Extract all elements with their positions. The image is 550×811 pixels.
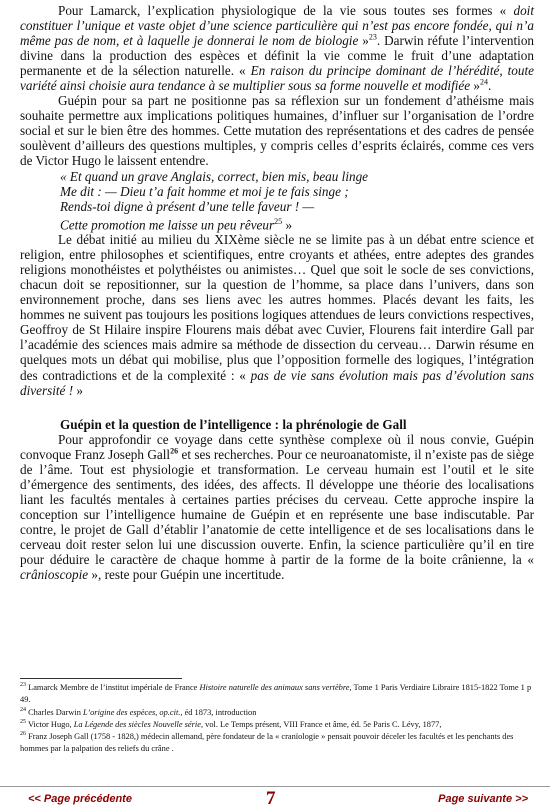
text: . xyxy=(488,78,492,94)
page-navigation-bar xyxy=(0,786,550,811)
text: Franz Joseph Gall (1758 - 1828,) médecin allemand, père fondateur de la « cranïologie » pensait pouvoir déceler les facultés et les penchants des hommes par la palpation des reliefs du crâne . xyxy=(20,731,514,754)
book-title: Histoire naturelle des animaux sans vertèbre, xyxy=(199,683,352,693)
next-page-link[interactable]: Page suivante >> xyxy=(438,793,528,805)
poem-victor-hugo xyxy=(20,169,534,233)
text: » xyxy=(358,33,369,49)
text: » xyxy=(282,217,293,233)
footnote-26 xyxy=(20,731,534,755)
poem-line-2: Me dit : — Dieu t’a fait homme et moi je te fais singe ; xyxy=(60,183,349,199)
footnote-number: 26 xyxy=(20,731,26,738)
document-page xyxy=(20,0,534,755)
footnotes xyxy=(20,678,534,755)
text: Charles Darwin xyxy=(26,707,83,717)
footnote-ref-25[interactable]: 25 xyxy=(274,216,283,226)
text: , vol. Le Temps présent, VIII France et âme, éd. 5e Paris C. Lévy, 1877, xyxy=(200,719,442,729)
text: Tome 1 Paris Verdiaire Libraire 1815-1822 Tome 1 p 49. xyxy=(20,683,532,705)
paragraph-debate xyxy=(20,232,534,398)
text: Pour approfondir ce voyage dans cette synthèse complexe où il nous convie, Guépin convoque Franz Joseph Gall xyxy=(20,431,534,462)
footnote-24 xyxy=(20,707,534,719)
poem-line-4 xyxy=(20,214,534,232)
footnote-ref-26[interactable]: 26 xyxy=(170,446,179,456)
text: » xyxy=(73,382,83,398)
book-title: L’origine des espèces, op.cit., xyxy=(82,707,183,717)
text: éd 1873, introduction xyxy=(182,707,257,717)
footnote-number: 23 xyxy=(20,682,26,689)
paragraph-gall xyxy=(20,432,534,582)
page-number: 7 xyxy=(266,788,276,809)
text: Pour Lamarck, l’explication physiologique de la vie sous toutes ses formes « xyxy=(58,3,514,18)
text: et ses recherches. Pour ce neuroanatomiste, il n’existe pas de siège de l’âme. Tout est physiologie et transformation. Le cerveau humain est l’outil et le site d’émergence des sentiments, des idées, des affects. Il développe une théorie des localisations liant les facultés mentales à certaines parties précises du cerveau. Cette approche inspire la conception sur l’intelligence humaine de Guépin et en représente une base indiscutable. Par contre, le projet de Gall d’établir l’anatomie de cette intelligence et de ses localisations dans le cerveau doit rester selon lui une discussion ouverte. Enfin, la science particulière qu’il en tire pour déduire le caractère de chaque homme à partir de la forme de la boite crânienne, la « xyxy=(20,446,534,568)
poem-line-1: « Et quand un grave Anglais, correct, bien mis, beau linge xyxy=(60,168,369,184)
footnote-ref-23[interactable]: 23 xyxy=(368,32,377,42)
term-cranioscopie: crânioscopie xyxy=(20,567,89,583)
paragraph-lamarck-darwin xyxy=(20,3,534,93)
footnote-number: 25 xyxy=(20,718,26,725)
text: . Darwin réfute l’intervention divine dans la production des espèces et définit la vie comme le fruit d’une adaptation permanente et de la sélection naturelle. « xyxy=(20,33,535,79)
book-title: La Légende des siècles Nouvelle série xyxy=(73,719,201,729)
quote-darwin-evolution: pas de vie sans évolution mais pas d’évolution sans diversité ! xyxy=(20,367,534,398)
spacer xyxy=(20,582,534,678)
text: Lamarck Membre de l’institut impériale de France xyxy=(26,683,200,693)
poem-line-4-text: Cette promotion me laisse un peu rêveur xyxy=(60,217,275,233)
poem-line-3: Rends-toi digne à présent d’une telle faveur ! — xyxy=(60,198,315,214)
text: Le débat initié au milieu du XIXème siècle ne se limite pas à un débat entre science et religion, entre philosophes et scientifiques, entre croyants et athées, entre adeptes des grandes religions monothéistes et polythéistes ou animistes… Quel que soit le socle de ses convictions, chacun doit se repositionner, sur la question de l’homme, sa place dans l’univers, dans son environnement proche, dans ses liens avec les autres hommes. Placés devant les faits, les hommes ne suivent pas toujours les positions logiques attendues de leurs convictions respectives, Geoffroy de St Hilaire inspire Flourens mais débat avec Cuvier, Flourens fait interdire Gall par l’académie des sciences mais admire sa méthode de dissection du cerveau… Darwin résume en quelques mots un débat qui mobilise, plus que l’opposition formelle des logiques, l’intégration des contradictions et de la complexité : « xyxy=(20,232,534,383)
text: » xyxy=(470,78,481,94)
section-heading: Guépin et la question de l’intelligence : la phrénologie de Gall xyxy=(60,416,407,432)
footnote-23 xyxy=(20,682,534,706)
quote-darwin: En raison du principe dominant de l’hérédité, toute variété ainsi choisie aura tendance à se multiplier sous sa forme nouvelle et modifiée xyxy=(20,63,534,94)
previous-page-link[interactable]: << Page précédente xyxy=(28,793,132,805)
text: », reste pour Guépin une incertitude. xyxy=(88,567,285,583)
paragraph-guepin-atheism: Guépin pour sa part ne positionne pas sa réflexion sur un fondement d’athéisme mais souhaite permettre aux implications politiques humaines, d’influer sur l’organisation de l’ordre social et sur le bien être des hommes. Cette mutation des représentations et des cadres de pensée soulèvent d’ailleurs des questions multiples, y compris celles d’esprits éclairés, comme ces vers de Victor Hugo le laissent entendre. xyxy=(20,93,534,169)
footnote-25 xyxy=(20,719,534,731)
footnote-separator xyxy=(20,678,182,679)
spacer xyxy=(20,398,534,417)
text: Victor Hugo, xyxy=(26,719,74,729)
footnote-ref-24[interactable]: 24 xyxy=(480,77,489,87)
footnote-number: 24 xyxy=(20,706,26,713)
quote-lamarck: doit constituer l’unique et vaste objet d’une science particulière qui n’est pas encore fondée, qui n’a même pas de nom, et à laquelle je donnerai le nom de biologie xyxy=(20,3,534,49)
